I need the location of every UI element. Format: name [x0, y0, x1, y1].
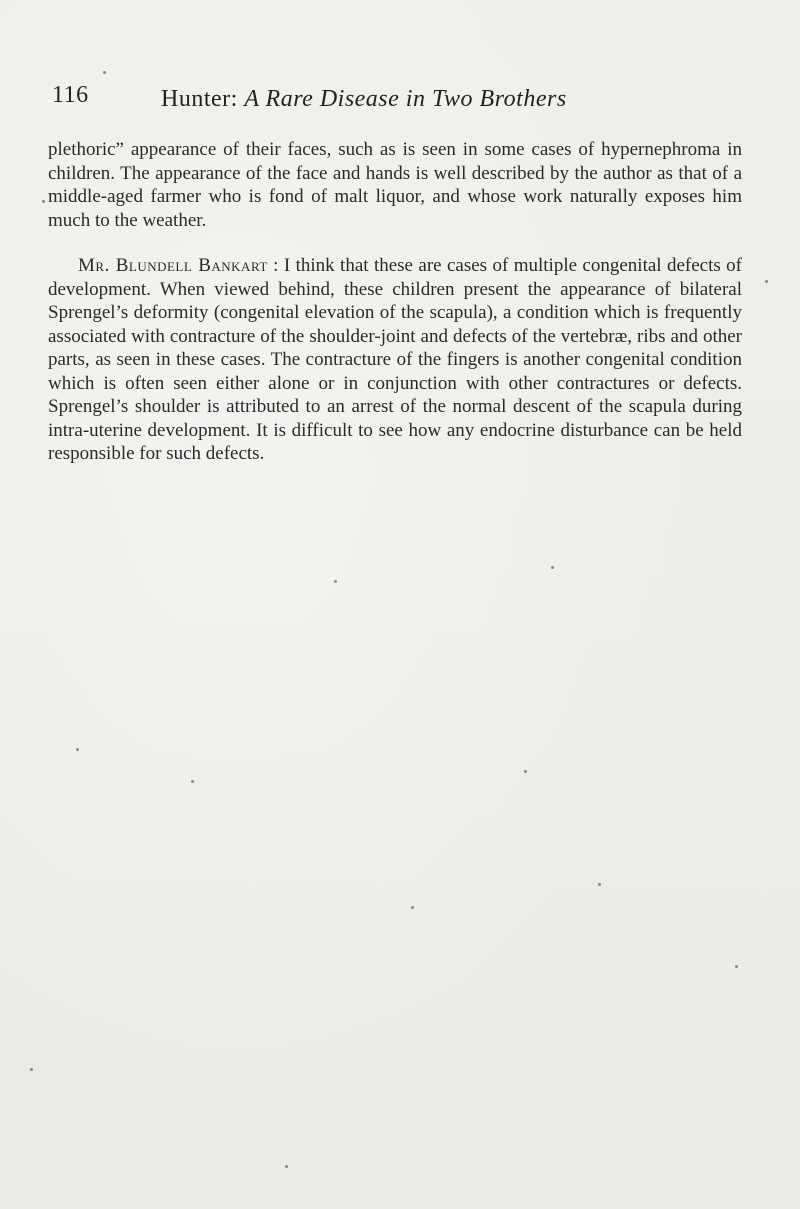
paragraph-bankart [48, 254, 742, 466]
running-head [161, 86, 567, 113]
paper-speck [524, 770, 527, 773]
paper-speck [735, 965, 738, 968]
running-head-author: Hunter [161, 86, 231, 112]
running-head-separator: : [230, 86, 245, 112]
paper-speck [42, 200, 45, 203]
paper-speck [411, 906, 414, 909]
paper-speck [334, 580, 337, 583]
paragraph-continuation: plethoric” appearance of their faces, such as is seen in some cases of hypernephroma in children. The appearance of the face and hands is well described by the author as that of a middle-aged farmer who is fond of malt liquor, and whose work naturally exposes him much to the weather. [48, 139, 742, 231]
paper-speck [191, 780, 194, 783]
paper-speck [285, 1165, 288, 1168]
speaker-separator: : [267, 255, 284, 276]
paper-speck [551, 566, 554, 569]
paper-speck [765, 280, 768, 283]
paper-speck [598, 883, 601, 886]
paper-speck [76, 748, 79, 751]
running-header [48, 82, 748, 122]
paragraph-bankart-text: I think that these are cases of multiple congenital defects of development. When viewed behind, these children present the appearance of bilateral Sprengel’s deformity (congenital elevation of the scapula), a condition which is frequently associated with contracture of the shoulder-joint and defects of the vertebræ, ribs and other parts, as seen in these cases. The contracture of the fingers is another congenital condition which is often seen either alone or in conjunction with other contractures or defects. Sprengel’s shoulder is attributed to an arrest of the normal descent of the scapula during intra-uterine development. It is difficult to see how any endocrine disturbance can be held responsible for such defects. [48, 255, 742, 464]
speaker-name: Mr. Blundell Bankart [78, 255, 268, 276]
body-text [48, 138, 742, 466]
paper-speck [30, 1068, 33, 1071]
page-number: 116 [52, 82, 89, 108]
paper-speck [103, 71, 106, 74]
running-head-title: A Rare Disease in Two Brothers [244, 86, 567, 112]
